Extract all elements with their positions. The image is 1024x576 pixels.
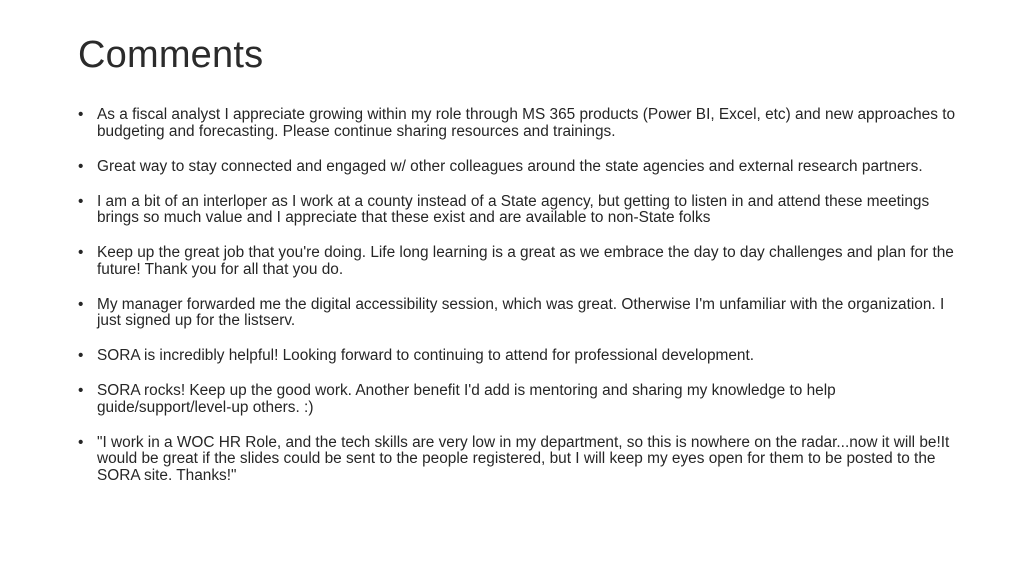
bullet-icon: • [78,295,84,313]
comment-text: Keep up the great job that you're doing. Life long learning is a great as we embrace the day to day challenges and plan for the future! Thank you for all that you do. [97,244,954,278]
comment-item [78,245,958,278]
comments-list [78,107,958,503]
comment-item [78,107,958,140]
comment-text: SORA is incredibly helpful! Looking forward to continuing to attend for professional development. [97,347,755,364]
bullet-icon: • [78,192,84,210]
comment-item [78,435,958,485]
comment-text: "I work in a WOC HR Role, and the tech skills are very low in my department, so this is nowhere on the radar...now it will be!It would be great if the slides could be sent to the people registered, but I will keep my eyes open for them to be posted to the SORA site. Thanks!" [97,433,950,484]
comment-item [78,348,958,365]
bullet-icon: • [78,157,84,175]
comment-text: Great way to stay connected and engaged w/ other colleagues around the state agencies and external research partners. [97,157,923,175]
bullet-icon: • [78,382,84,399]
bullet-icon: • [78,347,84,364]
comment-item [78,297,958,330]
comment-item [78,383,958,416]
comment-text: I am a bit of an interloper as I work at a county instead of a State agency, but getting to listen in and attend these meetings brings so much value and I appreciate that these exist and are available to non-State folks [97,192,930,226]
comment-text: SORA rocks! Keep up the good work. Another benefit I'd add is mentoring and sharing my knowledge to help guide/support/level-up others. :) [97,382,836,416]
slide-title: Comments [78,34,264,76]
bullet-icon: • [78,106,84,123]
bullet-icon: • [78,433,84,451]
comment-text: My manager forwarded me the digital accessibility session, which was great. Otherwise I'm unfamiliar with the organization. I just signed up for the listserv. [97,295,945,329]
comment-text: As a fiscal analyst I appreciate growing within my role through MS 365 products (Power BI, Excel, etc) and new approaches to budgeting and forecasting. Please continue sharing resources and trainings. [97,106,956,140]
comment-item [78,194,958,227]
bullet-icon: • [78,244,84,261]
comment-item [78,159,958,176]
